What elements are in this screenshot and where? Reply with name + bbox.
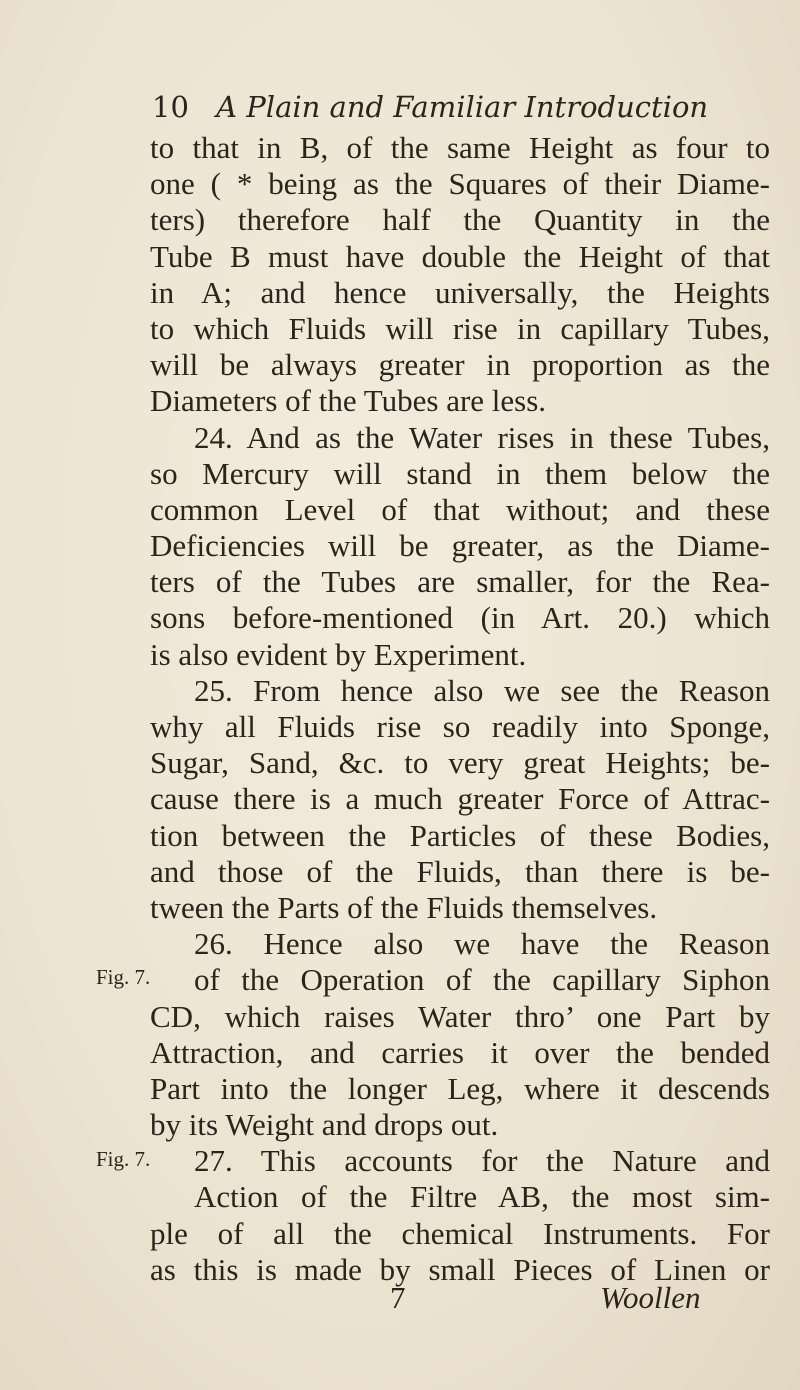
text-line: of the Operation of the capillary Siphon <box>194 962 770 998</box>
text-line: and those of the Fluids, than there is be- <box>150 853 770 889</box>
text-line: will be always greater in proportion as the <box>150 347 770 383</box>
text-line: Part into the longer Leg, where it descends <box>150 1070 770 1106</box>
text-line: ters of the Tubes are smaller, for the Rea- <box>150 564 770 600</box>
body-text <box>150 130 770 1288</box>
text-line: so Mercury will stand in them below the <box>150 455 770 491</box>
text-line: Deficiencies will be greater, as the Diame- <box>150 528 770 564</box>
text-line: Action of the Filtre AB, the most sim- <box>194 1179 770 1215</box>
text-line: 25. From hence also we see the Reason <box>194 672 770 708</box>
text-line: one ( * being as the Squares of their Diame- <box>150 166 770 202</box>
text-line: Tube B must have double the Height of that <box>150 238 770 274</box>
text-line: ters) therefore half the Quantity in the <box>150 202 770 238</box>
text-line: is also evident by Experiment. <box>150 636 527 672</box>
text-line: 24. And as the Water rises in these Tubes, <box>194 419 770 455</box>
catchword: Woollen <box>600 1280 701 1315</box>
text-line: common Level of that without; and these <box>150 491 770 527</box>
text-line: tween the Parts of the Fluids themselves. <box>150 889 658 925</box>
margin-note-fig-7-second: Fig. 7. <box>96 1147 151 1171</box>
margin-note-fig-7: Fig. 7. <box>96 965 151 989</box>
text-line: in A; and hence universally, the Heights <box>150 274 770 310</box>
text-line: cause there is a much greater Force of Attrac- <box>150 781 770 817</box>
text-line: why all Fluids rise so readily into Sponge, <box>150 709 770 744</box>
text-line: 26. Hence also we have the Reason <box>194 926 770 962</box>
running-header <box>152 90 752 124</box>
text-line: tion between the Particles of these Bodies, <box>150 817 770 853</box>
text-line: 27. This accounts for the Nature and <box>194 1143 770 1179</box>
text-line: to that in B, of the same Height as four to <box>150 130 770 165</box>
text-line: CD, which raises Water thro’ one Part by <box>150 998 770 1034</box>
text-line: Diameters of the Tubes are less. <box>150 383 547 419</box>
text-line: by its Weight and drops out. <box>150 1107 499 1143</box>
signature-mark: 7 <box>390 1280 406 1315</box>
text-line: Sugar, Sand, &c. to very great Heights; be- <box>150 745 770 781</box>
text-line: sons before-mentioned (in Art. 20.) which <box>150 600 770 636</box>
text-line: as this is made by small Pieces of Linen or <box>150 1251 770 1287</box>
text-line: Attraction, and carries it over the bended <box>150 1034 770 1070</box>
running-title: A Plain and Familiar Introduction <box>216 90 709 124</box>
text-line: to which Fluids will rise in capillary Tubes, <box>150 310 770 346</box>
page-number: 10 <box>152 90 189 124</box>
text-line: ple of all the chemical Instruments. For <box>150 1215 770 1251</box>
